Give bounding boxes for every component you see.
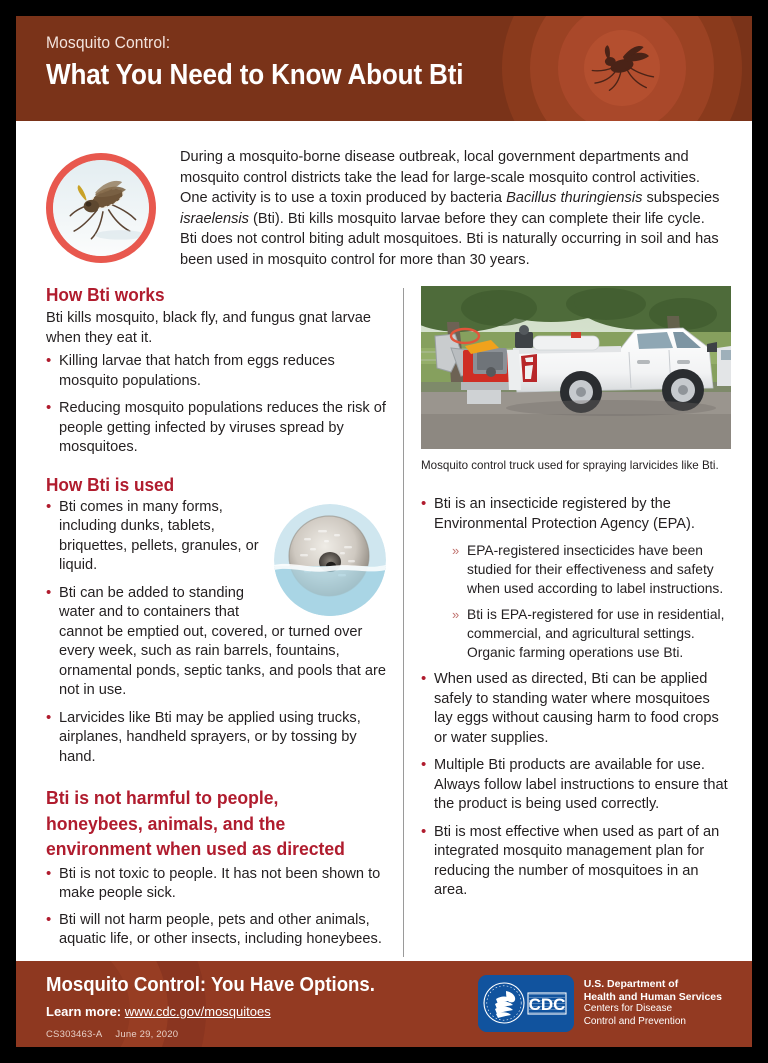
cdc-line-2: Control and Prevention	[583, 1015, 686, 1027]
publication-date: June 29, 2020	[115, 1029, 179, 1040]
footer-title: Mosquito Control: You Have Options.	[46, 974, 375, 996]
cdc-logo-block	[478, 975, 722, 1032]
mosquito-control-truck-photo	[421, 286, 731, 449]
header-kicker: Mosquito Control:	[46, 33, 171, 52]
cdc-line-1: Centers for Disease	[583, 1003, 673, 1014]
cdc-logo	[478, 975, 574, 1032]
cdc-mosquitoes-link[interactable]: www.cdc.gov/mosquitoes	[124, 1004, 271, 1019]
list-item: • Bti is not toxic to people. It has not been shown to make people sick.	[46, 865, 386, 904]
intro-text-part1: During a mosquito-borne disease outbreak, local government departments and mosquito control districts take the lead for large-scale mosquito control activities. One activity is to use a toxin produced by bacteria	[180, 149, 700, 206]
truck-photo-block	[421, 286, 731, 473]
right-column-list	[421, 495, 731, 901]
two-column-body	[46, 284, 728, 957]
intro-text-part2: subspecies	[642, 190, 720, 206]
list-item	[421, 495, 731, 662]
list-item: • Multiple Bti products are available for use. Always follow label instructions to ensure that the product is being used correctly.	[421, 756, 731, 815]
learn-more-label: Learn more:	[46, 1004, 122, 1019]
list-item: • Bti is most effective when used as part of an integrated mosquito management plan for reducing the number of mosquitoes in an area.	[421, 823, 731, 901]
header-text-group	[46, 33, 510, 92]
mosquito-photo-circle	[46, 153, 156, 263]
hhs-line-2: Health and Human Services	[583, 990, 722, 1003]
how-bti-works-list	[46, 352, 386, 458]
bti-not-harmful-list	[46, 865, 386, 950]
intro-paragraph	[180, 147, 722, 270]
intro-italic-subspecies: israelensis	[180, 210, 249, 227]
intro-block	[46, 121, 722, 270]
list-item: • Killing larvae that hatch from eggs reduces mosquito populations.	[46, 352, 386, 391]
list-item: • When used as directed, Bti can be applied safely to standing water where mosquitoes lay eggs without causing harm to food crops or water supplies.	[421, 670, 731, 748]
header-ring-decoration	[492, 16, 752, 121]
heading-how-bti-works: How Bti works	[46, 284, 165, 305]
list-item: • Bti can be added to standing water and to containers that cannot be emptied out, covered, or turned over every week, such as rain barrels, fountains, ornamental ponds, septic tanks, and pools that are not in use.	[46, 584, 386, 701]
right-column	[421, 284, 731, 957]
list-item: • Bti comes in many forms, including dunks, tablets, briquettes, pellets, granules, or liquid.	[46, 498, 386, 576]
header-banner	[16, 16, 752, 121]
page-title: What You Need to Know About Bti	[46, 59, 464, 91]
left-column	[46, 284, 386, 957]
infographic-sheet	[16, 16, 752, 1047]
list-item-text: Bti is an insecticide registered by the Environmental Protection Agency (EPA).	[434, 496, 695, 532]
column-divider	[403, 288, 404, 957]
heading-how-bti-is-used: How Bti is used	[46, 473, 175, 495]
truck-photo-caption: Mosquito control truck used for spraying larvicides like Bti.	[421, 459, 719, 472]
list-item: • Bti will not harm people, pets and other animals, aquatic life, or other insects, including honeybees.	[46, 911, 386, 950]
sub-list-item: » EPA-registered insecticides have been studied for their effectiveness and safety when used according to label instructions.	[452, 541, 731, 598]
how-bti-is-used-list	[46, 498, 386, 768]
intro-italic-species: Bacillus thuringiensis	[506, 190, 643, 206]
how-bti-works-lead: Bti kills mosquito, black fly, and fungus gnat larvae when they eat it.	[46, 310, 372, 346]
svg-text:CDC: CDC	[528, 995, 566, 1014]
list-item: • Reducing mosquito populations reduces the risk of people getting infected by viruses spread by mosquitoes.	[46, 399, 386, 458]
content-area	[16, 121, 752, 957]
heading-bti-not-harmful: Bti is not harmful to people, honeybees, animals, and the environment when used as directed	[46, 787, 345, 859]
cdc-agency-name	[584, 978, 722, 1028]
sub-list-item: » Bti is EPA-registered for use in residential, commercial, and agricultural settings. Organic farming operations use Bti.	[452, 605, 731, 662]
cs-number: CS303463-A	[46, 1029, 103, 1040]
intro-text-part3: (Bti). Bti kills mosquito larvae before they can complete their life cycle. Bti does not control biting adult mosquitoes. Bti is naturally occurring in soil and has been used in mosquito control for more than 30 years.	[180, 210, 719, 268]
hhs-line-1: U.S. Department of	[583, 978, 679, 990]
sub-list	[434, 541, 731, 662]
footer-banner	[16, 961, 752, 1047]
list-item: • Larvicides like Bti may be applied using trucks, airplanes, handheld sprayers, or by tossing by hand.	[46, 709, 386, 768]
